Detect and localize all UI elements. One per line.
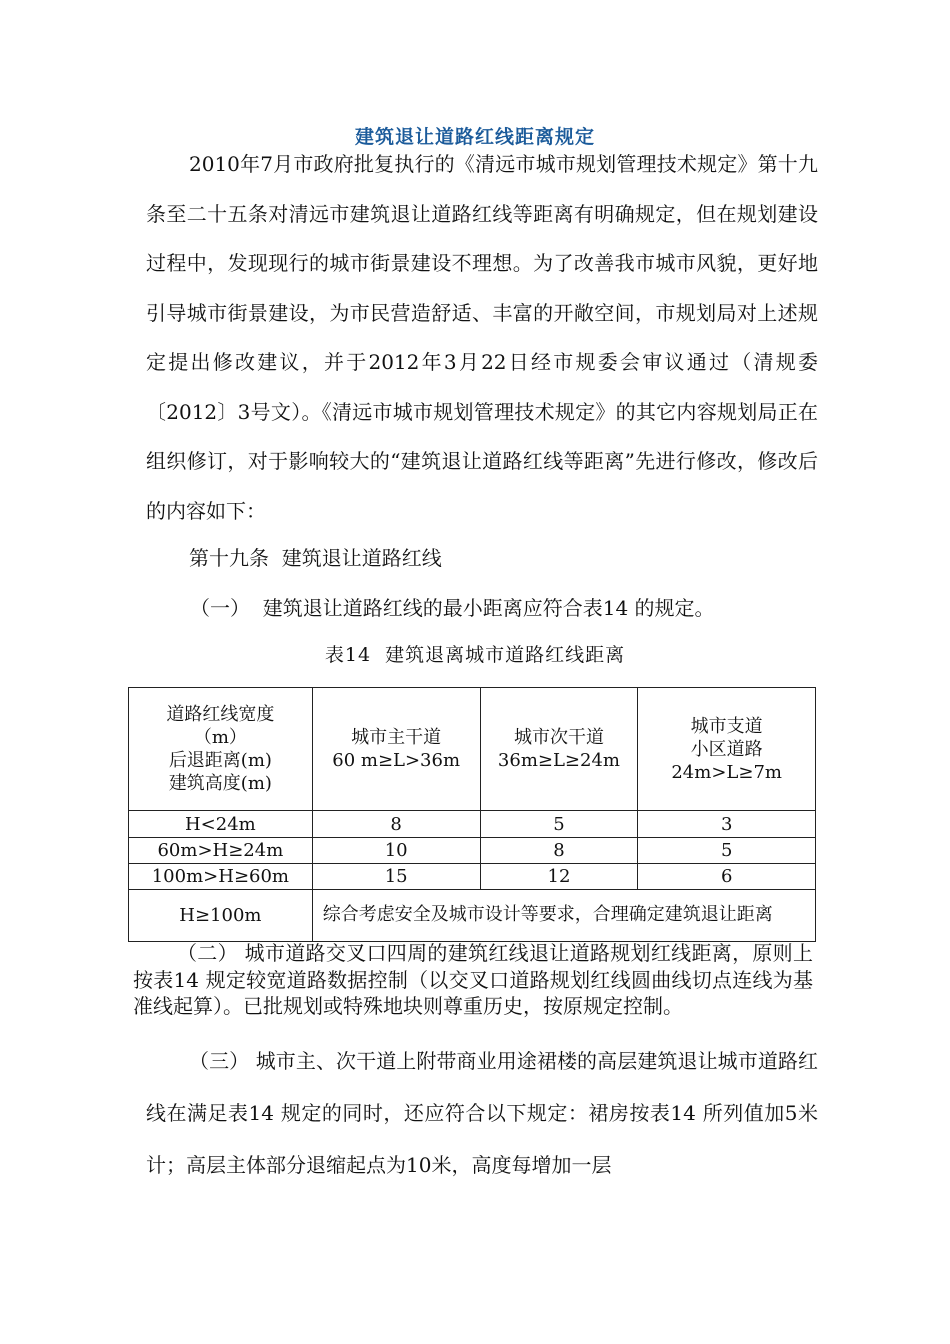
header-main-road: 城市主干道 60 m≥L>36m [312,688,480,811]
item-2-paragraph: （二） 城市道路交叉口四周的建筑红线退让道路规划红线距离，原则上按表14 规定较宽道路数据控制（以交叉口道路规划红线圆曲线切点连线为基准线起算）。已批规划或特殊地块则尊重历史，按原规定控制。 [133,941,813,1018]
header-secondary-road: 城市次干道 36m≥L≥24m [480,688,638,811]
item-3-paragraph: （三） 城市主、次干道上附带商业用途裙楼的高层建筑退让城市道路红线在满足表14 规定的同时，还应符合以下规定：裙房按表14 所列值加5米计；高层主体部分退缩起点为10米，高度每增加一层 [146,1049,818,1177]
document-title: 建筑退让道路红线距离规定 [354,126,595,148]
intro-paragraph: 2010年7月市政府批复执行的《清远市城市规划管理技术规定》第十九条至二十五条对清远市建筑退让道路红线等距离有明确规定，但在规划建设过程中，发现现行的城市街景建设不理想。为了改善我市城市风貌，更好地引导城市街景建设，为市民营造舒适、丰富的开敞空间，市规划局对上述规定提出修改建议，并于2012年3月22日经市规委会审议通过（清规委〔2012〕3号文）。《清远市城市规划管理技术规定》的其它内容规划局正在组织修订，对于影响较大的“建筑退让道路红线等距离”先进行修改，修改后的内容如下： [146,152,818,523]
header-corner-cell: 道路红线宽度 （m） 后退距离(m) 建筑高度(m) [129,688,313,811]
table-note-cell: 综合考虑安全及城市设计等要求，合理确定建筑退让距离 [312,889,815,941]
table-row: 60m>H≥24m 10 8 5 [129,837,816,863]
header-branch-road: 城市支道 小区道路 24m>L≥7m [638,688,816,811]
item-1-text: （一） 建筑退让道路红线的最小距离应符合表14 的规定。 [190,596,715,620]
table-caption: 表14 建筑退离城市道路红线距离 [324,644,626,666]
article-19-heading: 第十九条 建筑退让道路红线 [189,546,442,570]
table-row-last: H≥100m 综合考虑安全及城市设计等要求，合理确定建筑退让距离 [129,889,816,941]
setback-table [128,687,816,942]
table-header-row [129,688,816,811]
table-row: H<24m 8 5 3 [129,811,816,837]
table-row: 100m>H≥60m 15 12 6 [129,863,816,889]
